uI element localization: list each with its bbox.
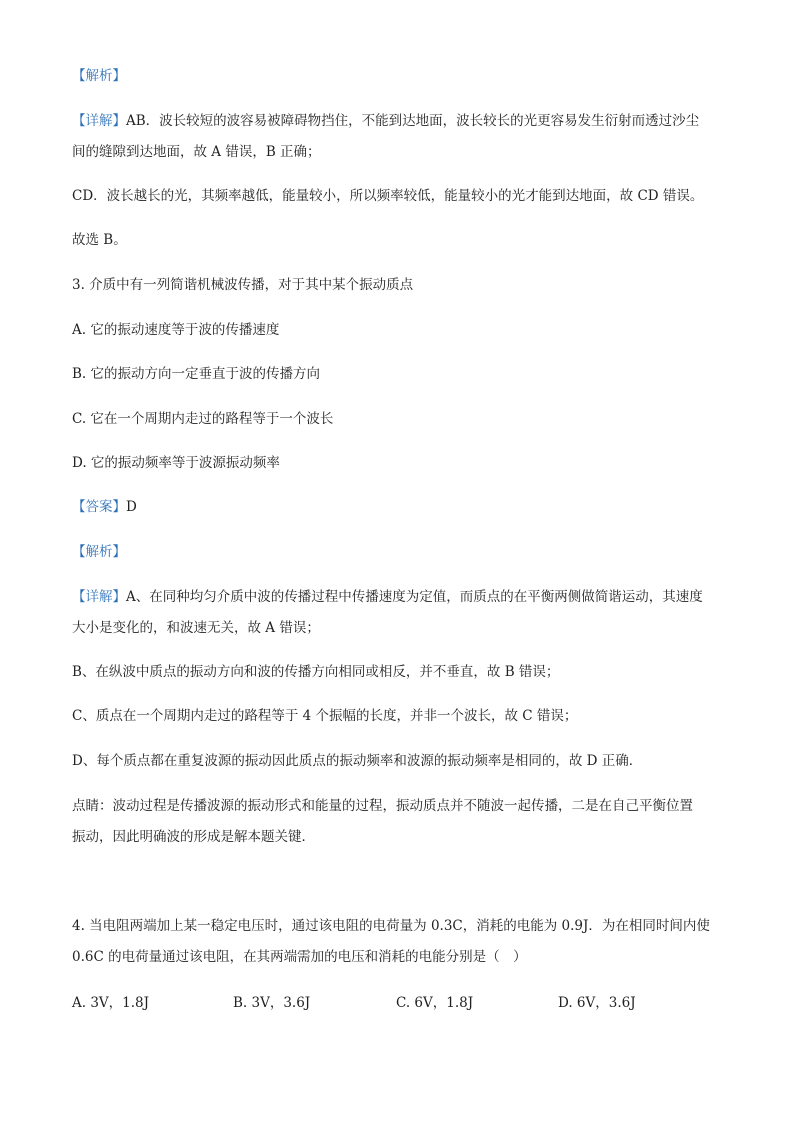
comment-line2: 振动，因此明确波的形成是解本题关键． <box>72 829 315 845</box>
q3-option-a: A. 它的振动速度等于波的传播速度 <box>72 322 280 338</box>
q4-option-a: A. 3V，1.8J <box>72 995 150 1011</box>
q3-option-c: C. 它在一个周期内走过的路程等于一个波长 <box>72 411 334 427</box>
q3-option-d: D. 它的振动频率等于波源振动频率 <box>72 455 280 471</box>
q4-option-b: B. 3V，3.6J <box>233 995 311 1011</box>
detail-paragraph-line1 <box>72 111 732 131</box>
answer-tag: 【答案】 <box>72 499 126 515</box>
analysis-tag: 【解析】 <box>72 544 126 560</box>
q4-option-c: C. 6V，1.8J <box>396 995 474 1011</box>
detail-text: AB．波长较短的波容易被障碍物挡住，不能到达地面，波长较长的光更容易发生衍射而透过沙尘 <box>126 113 700 129</box>
answer-value: D <box>126 499 137 515</box>
q3-detail-b: B、在纵波中质点的振动方向和波的传播方向相同或相反，并不垂直，故 B 错误； <box>72 664 560 680</box>
q3-detail-d: D、每个质点都在重复波源的振动因此质点的振动频率和波源的振动频率是相同的，故 D 正确． <box>72 753 643 769</box>
q3-option-b: B. 它的振动方向一定垂直于波的传播方向 <box>72 366 321 382</box>
detail-paragraph-line2: 间的缝隙到达地面，故 A 错误，B 正确； <box>72 144 321 160</box>
q3-detail-c: C、质点在一个周期内走过的路程等于 4 个振幅的长度，并非一个波长，故 C 错误； <box>72 708 578 724</box>
question-4-stem-line2: 0.6C 的电荷量通过该电阻，在其两端需加的电压和消耗的电能分别是（ ） <box>72 949 527 965</box>
question-3-stem: 3. 介质中有一列简谐机械波传播，对于其中某个振动质点 <box>72 277 414 293</box>
detail-text: A、在同种均匀介质中波的传播过程中传播速度为定值，而质点的在平衡两侧做简谐运动，其速度 <box>126 589 703 605</box>
analysis-tag: 【解析】 <box>72 68 126 84</box>
analysis-heading-q2 <box>72 66 732 86</box>
detail-tag: 【详解】 <box>72 113 126 129</box>
question-4-stem-line1: 4. 当电阻两端加上某一稳定电压时，通过该电阻的电荷量为 0.3C，消耗的电能为 0.9J．为在相同时间内使 <box>72 918 710 934</box>
q3-answer <box>72 497 732 517</box>
detail-tag: 【详解】 <box>72 589 126 605</box>
q3-detail-a-line2: 大小是变化的，和波速无关，故 A 错误； <box>72 620 320 636</box>
analysis-heading-q3 <box>72 542 732 562</box>
cd-explanation: CD．波长越长的光，其频率越低，能量较小，所以频率较低，能量较小的光才能到达地面，故 CD 错误。 <box>72 188 704 204</box>
q4-option-d: D. 6V，3.6J <box>558 995 636 1011</box>
q3-detail-a-line1 <box>72 587 732 607</box>
choose-answer: 故选 B。 <box>72 232 127 248</box>
comment-line1: 点睛：波动过程是传播波源的振动形式和能量的过程，振动质点并不随波一起传播，二是在自己平衡位置 <box>72 798 693 814</box>
